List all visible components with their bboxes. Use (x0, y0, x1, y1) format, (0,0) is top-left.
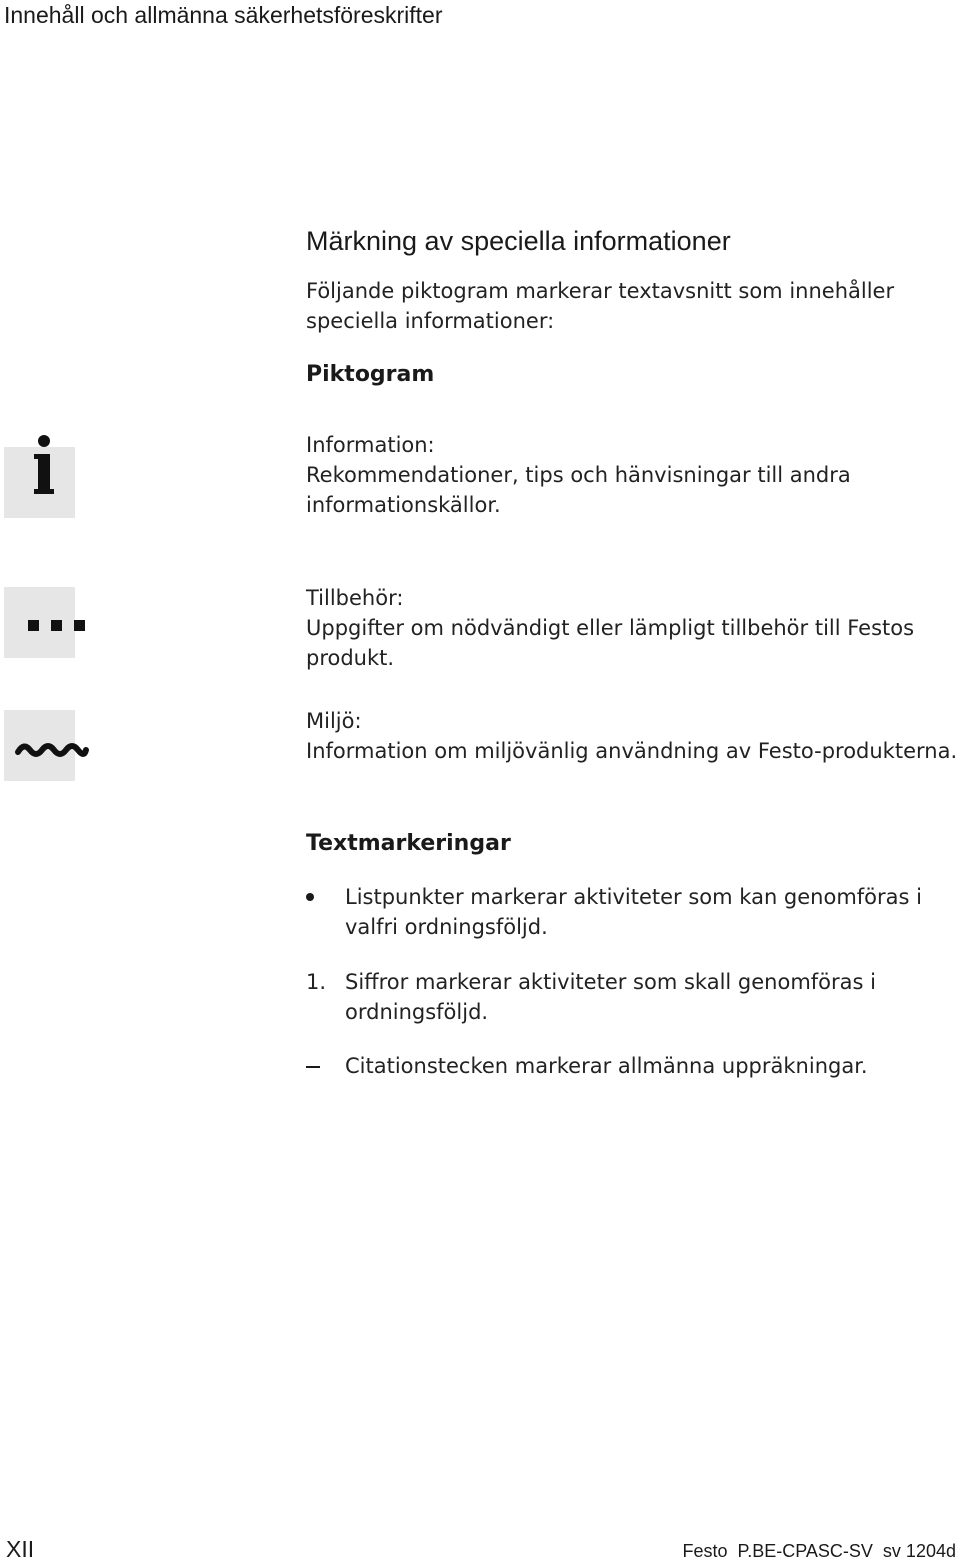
list-item-line: Listpunkter markerar aktiviteter som kan genomföras i (345, 885, 922, 909)
bullet-marker (306, 893, 314, 901)
environment-pictogram (4, 710, 75, 781)
intro-paragraph (306, 276, 894, 336)
list-item (345, 967, 876, 1027)
environment-pictogram-text (306, 706, 957, 766)
pictogram-label: Information: (306, 433, 435, 457)
pictogram-label: Miljö: (306, 709, 362, 733)
intro-line: speciella informationer: (306, 309, 555, 333)
info-icon (4, 447, 75, 518)
environment-icon (4, 710, 75, 781)
list-item-line: valfri ordningsföljd. (345, 915, 548, 939)
list-item-line: Citationstecken markerar allmänna uppräkningar. (345, 1054, 868, 1078)
pictogram-description-line: produkt. (306, 646, 395, 670)
info-pictogram-text (306, 430, 851, 520)
pictogram-description-line: Information om miljövänlig användning av Festo-produkterna. (306, 739, 958, 763)
accessories-pictogram-text (306, 583, 914, 673)
document-id: Festo P.BE-CPASC-SV sv 1204d (682, 1541, 956, 1561)
pictogram-description-line: Uppgifter om nödvändigt eller lämpligt tillbehör till Festos (306, 616, 915, 640)
list-item-line: Siffror markerar aktiviteter som skall genomföras i (345, 970, 876, 994)
accessories-icon (4, 587, 75, 658)
accessories-pictogram (4, 587, 75, 658)
running-header: Innehåll och allmänna säkerhetsföreskrifter (4, 2, 443, 28)
list-item (345, 882, 922, 942)
list-item-line: ordningsföljd. (345, 1000, 489, 1024)
dash-marker (306, 1066, 320, 1068)
info-pictogram (4, 447, 75, 518)
pictogram-label: Tillbehör: (306, 586, 404, 610)
intro-line: Följande piktogram markerar textavsnitt som innehåller (306, 279, 895, 303)
pictogram-description-line: informationskällor. (306, 493, 501, 517)
section-title: Märkning av speciella informationer (306, 226, 731, 256)
number-marker: 1. (306, 970, 327, 994)
pictogram-description-line: Rekommendationer, tips och hänvisningar till andra (306, 463, 851, 487)
page-number: XII (6, 1536, 35, 1562)
pictogram-heading: Piktogram (306, 362, 435, 387)
list-item (345, 1051, 868, 1081)
text-markers-heading: Textmarkeringar (306, 831, 511, 856)
